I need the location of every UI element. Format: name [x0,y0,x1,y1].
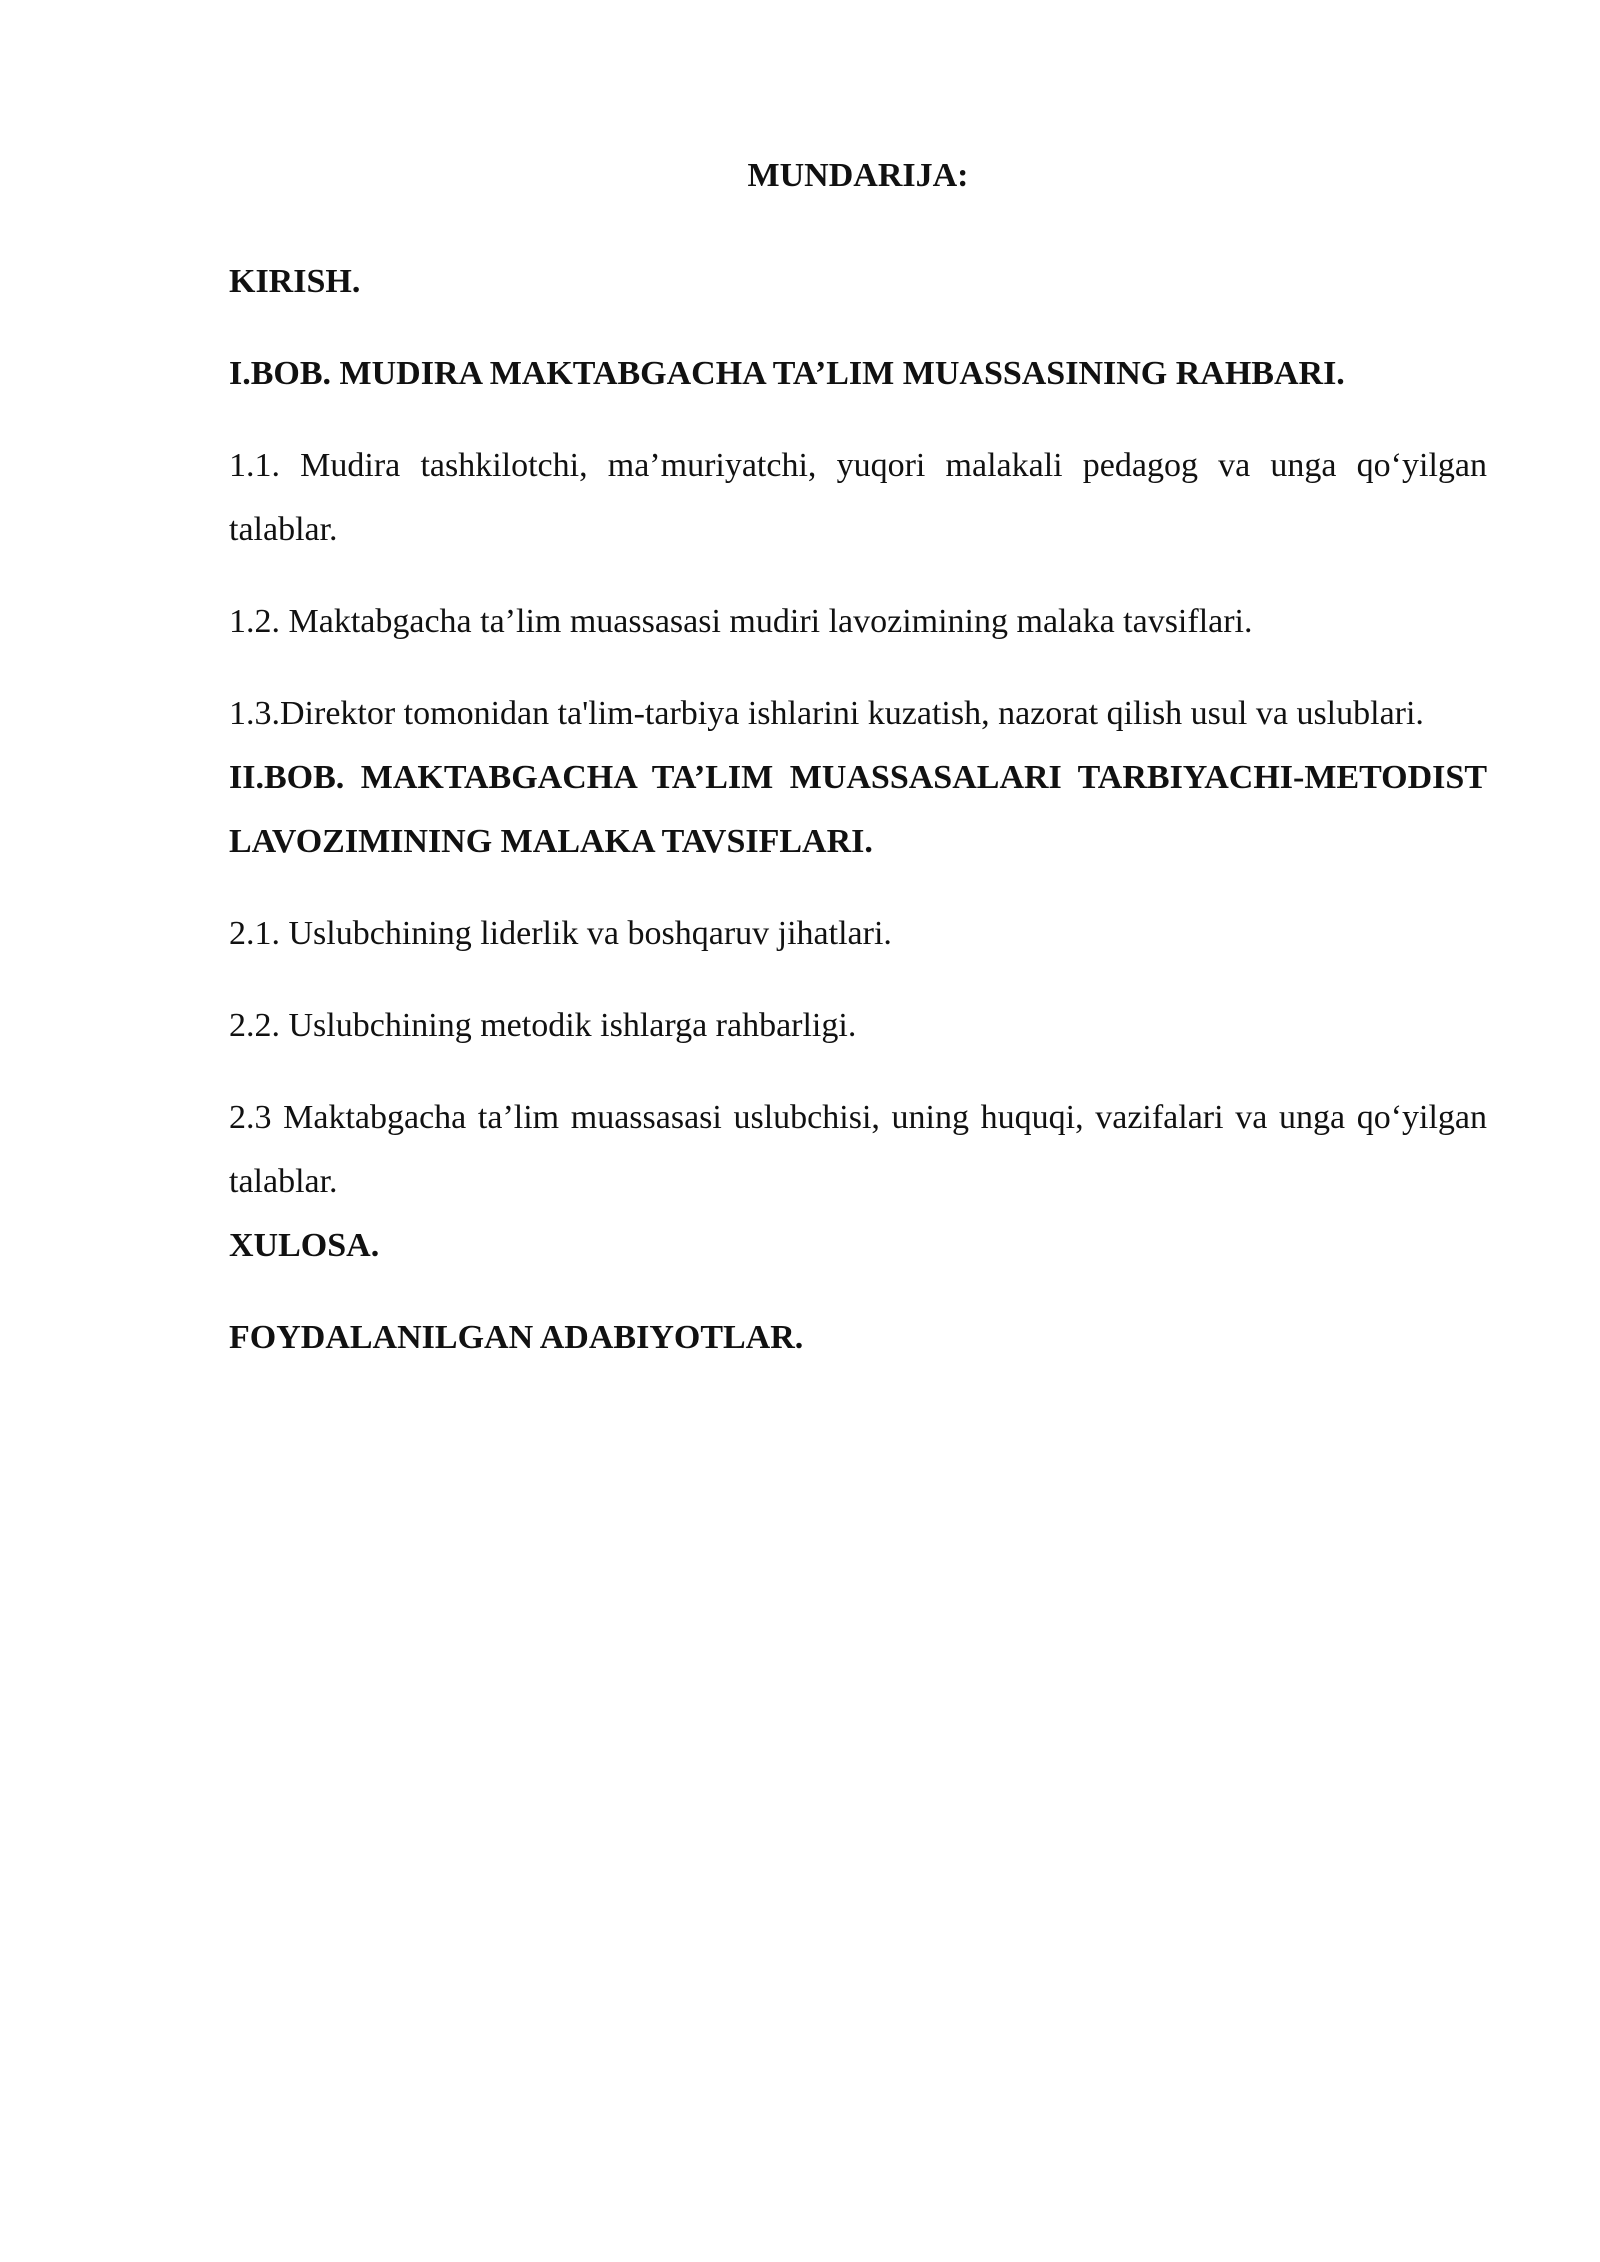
table-of-contents [229,150,1487,1398]
toc-entry-section-1-3: 1.3.Direktor tomonidan ta'lim-tarbiya ishlarini kuzatish, nazorat qilish usul va uslublari. [229,695,1424,732]
toc-entry-chapter-2: II.BOB. MAKTABGACHA TA’LIM MUASSASALARI TARBIYACHI-METODIST LAVOZIMINING MALAKA TAVSIFLARI. [229,759,1487,860]
toc-entry-section-2-3: 2.3 Maktabgacha ta’lim muassasasi uslubchisi, uning huquqi, vazifalari va unga qo‘yilgan talablar. [229,1099,1487,1200]
toc-entry-section-2-2: 2.2. Uslubchining metodik ishlarga rahbarligi. [229,1007,857,1044]
toc-entry-introduction: KIRISH. [229,263,361,300]
toc-title: MUNDARIJA: [747,157,969,194]
toc-entry-chapter-1: I.BOB. MUDIRA MAKTABGACHA TA’LIM MUASSASINING RAHBARI. [229,355,1345,392]
toc-entry-section-1-2: 1.2. Maktabgacha ta’lim muassasasi mudiri lavozimining malaka tavsiflari. [229,603,1253,640]
toc-entry-section-1-1: 1.1. Mudira tashkilotchi, ma’muriyatchi, yuqori malakali pedagog va unga qo‘yilgan talablar. [229,447,1487,548]
toc-entry-references: FOYDALANILGAN ADABIYOTLAR. [229,1319,804,1356]
toc-entry-section-2-1: 2.1. Uslubchining liderlik va boshqaruv jihatlari. [229,915,892,952]
toc-entry-conclusion: XULOSA. [229,1227,380,1264]
